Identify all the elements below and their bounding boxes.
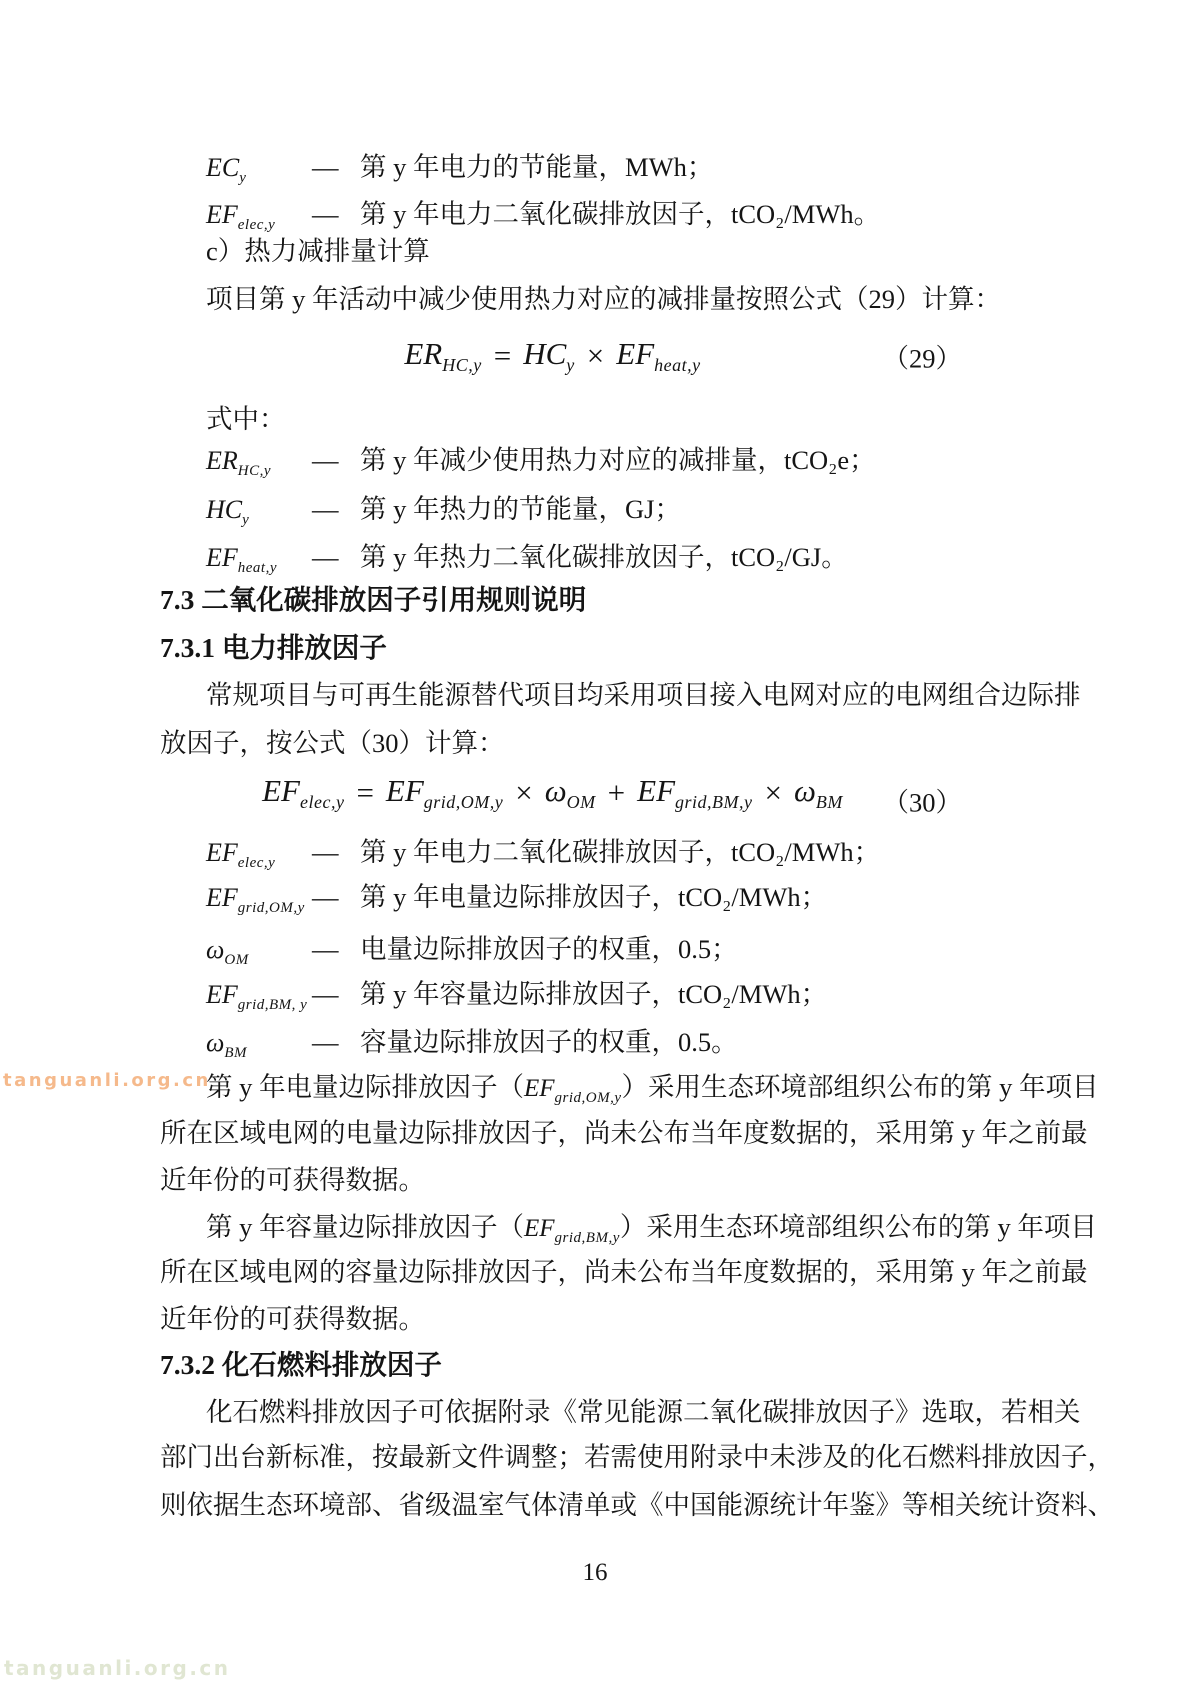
inline-symbol-ef-grid-om-y: $EF_{grid,OM,y}$ [524,1075,622,1106]
definition-dash: — [312,979,339,1009]
definition-text: 第 y 年电力二氧化碳排放因子，tCO₂/MWh。 [360,199,881,229]
definition-dash: — [312,882,339,912]
definition-row [160,829,1040,876]
formula-term: $ER_{HC,y}$ [404,335,482,376]
formula-term: $\omega_{BM}$ [794,772,843,813]
paragraph-line: 化石燃料排放因子可依据附录《常见能源二氧化碳排放因子》选取，若相关 [206,1397,1081,1427]
symbol-ec-y: $EC_y$ [206,153,247,187]
equals-sign: = [356,775,374,810]
symbol-hc-y: $HC_y$ [206,495,250,529]
page-number: 16 [582,1559,608,1586]
definition-text: 第 y 年电力的节能量，MWh； [360,152,714,182]
definition-text: 第 y 年热力二氧化碳排放因子，tCO₂/GJ。 [360,542,848,572]
paragraph-line: 放因子，按公式（30）计算： [160,728,505,758]
formula-term: $HC_y$ [523,335,575,376]
formula-term: $EF_{grid,BM,y}$ [637,772,753,813]
paragraph-text: 第 y 年容量边际排放因子（ [206,1212,524,1242]
where-label: 式中： [206,404,286,434]
definition-dash: — [312,837,339,867]
section-heading-7-3: 7.3 二氧化碳排放因子引用规则说明 [160,584,587,615]
definition-row [160,971,1040,1018]
definition-row [160,486,1040,533]
definition-row [160,874,1040,921]
multiply-sign: × [764,775,782,810]
formula-30 [160,764,1040,822]
definition-row [160,1019,1040,1066]
formula-30-expression [160,764,945,822]
watermark-bottom: tanguanli.org.cn [4,1656,231,1680]
formula-term: $EF_{grid,OM,y}$ [385,772,504,813]
definition-dash: — [312,152,339,182]
definition-row [160,926,1040,973]
paragraph-line: 常规项目与可再生能源替代项目均采用项目接入电网对应的电网组合边际排 [206,680,1081,710]
formula-29 [160,326,1040,386]
definition-dash: — [312,445,339,475]
definition-text: 第 y 年减少使用热力对应的减排量，tCO₂e； [360,445,876,475]
definition-text: 第 y 年热力的节能量，GJ； [360,494,681,524]
multiply-sign: × [586,338,605,373]
inline-symbol-ef-grid-bm-y: $EF_{grid,BM,y}$ [524,1215,620,1246]
definition-row [160,144,1040,191]
paragraph-line: 近年份的可获得数据。 [160,1304,425,1334]
symbol-ef-heat-y: $EF_{heat,y}$ [206,543,277,577]
definition-text: 第 y 年电量边际排放因子，tCO₂/MWh； [360,882,828,912]
multiply-sign: × [515,775,533,810]
symbol-omega-bm: $\omega_{BM}$ [206,1028,248,1062]
paragraph-line [160,1064,1099,1111]
paragraph-line [160,1204,1097,1251]
definition-dash: — [312,199,339,229]
paragraph-text: ）采用生态环境部组织公布的第 y 年项目 [619,1212,1097,1242]
symbol-er-hc-y: $ER_{HC,y}$ [206,446,272,480]
definition-dash: — [312,542,339,572]
symbol-omega-om: $\omega_{OM}$ [206,935,249,969]
formula-term: $\omega_{OM}$ [544,772,596,813]
symbol-ef-grid-bm-y: $EF_{grid,BM, y}$ [206,980,308,1014]
formula-29-expression [160,326,945,386]
definition-row [160,534,1040,581]
formula-30-number: （30） [882,787,962,818]
formula-term: $EF_{elec,y}$ [262,772,345,813]
paragraph-text: ）采用生态环境部组织公布的第 y 年项目 [621,1072,1099,1102]
paragraph-line: 部门出台新标准，按最新文件调整；若需使用附录中未涉及的化石燃料排放因子， [160,1442,1114,1472]
watermark-left: tanguanli.org.cn [3,1070,211,1091]
definition-dash: — [312,1027,339,1057]
formula-29-number: （29） [882,343,962,374]
paragraph-text: 第 y 年电量边际排放因子（ [206,1072,524,1102]
definition-text: 电量边际排放因子的权重，0.5； [360,934,738,964]
paragraph-line: 近年份的可获得数据。 [160,1165,425,1195]
definition-dash: — [312,934,339,964]
section-heading-7-3-2: 7.3.2 化石燃料排放因子 [160,1349,442,1380]
plus-sign: + [607,775,626,810]
equals-sign: = [493,338,512,373]
definition-text: 容量边际排放因子的权重，0.5。 [360,1027,738,1057]
paragraph-line: 所在区域电网的电量边际排放因子，尚未公布当年度数据的，采用第 y 年之前最 [160,1118,1088,1148]
symbol-ef-elec-y: $EF_{elec,y}$ [206,200,276,234]
definition-text: 第 y 年容量边际排放因子，tCO₂/MWh； [360,979,828,1009]
definition-row [160,437,1040,484]
paragraph-line: 项目第 y 年活动中减少使用热力对应的减排量按照公式（29）计算： [206,284,1001,314]
section-heading-7-3-1: 7.3.1 电力排放因子 [160,632,387,663]
list-item-c: c）热力减排量计算 [206,236,430,266]
symbol-ef-elec-y: $EF_{elec,y}$ [206,838,276,872]
paragraph-line: 所在区域电网的容量边际排放因子，尚未公布当年度数据的，采用第 y 年之前最 [160,1257,1088,1287]
definition-text: 第 y 年电力二氧化碳排放因子，tCO₂/MWh； [360,837,881,867]
paragraph-line: 则依据生态环境部、省级温室气体清单或《中国能源统计年鉴》等相关统计资料、 [160,1490,1114,1520]
symbol-ef-grid-om-y: $EF_{grid,OM,y}$ [206,883,305,917]
formula-term: $EF_{heat,y}$ [616,335,701,376]
definition-dash: — [312,494,339,524]
